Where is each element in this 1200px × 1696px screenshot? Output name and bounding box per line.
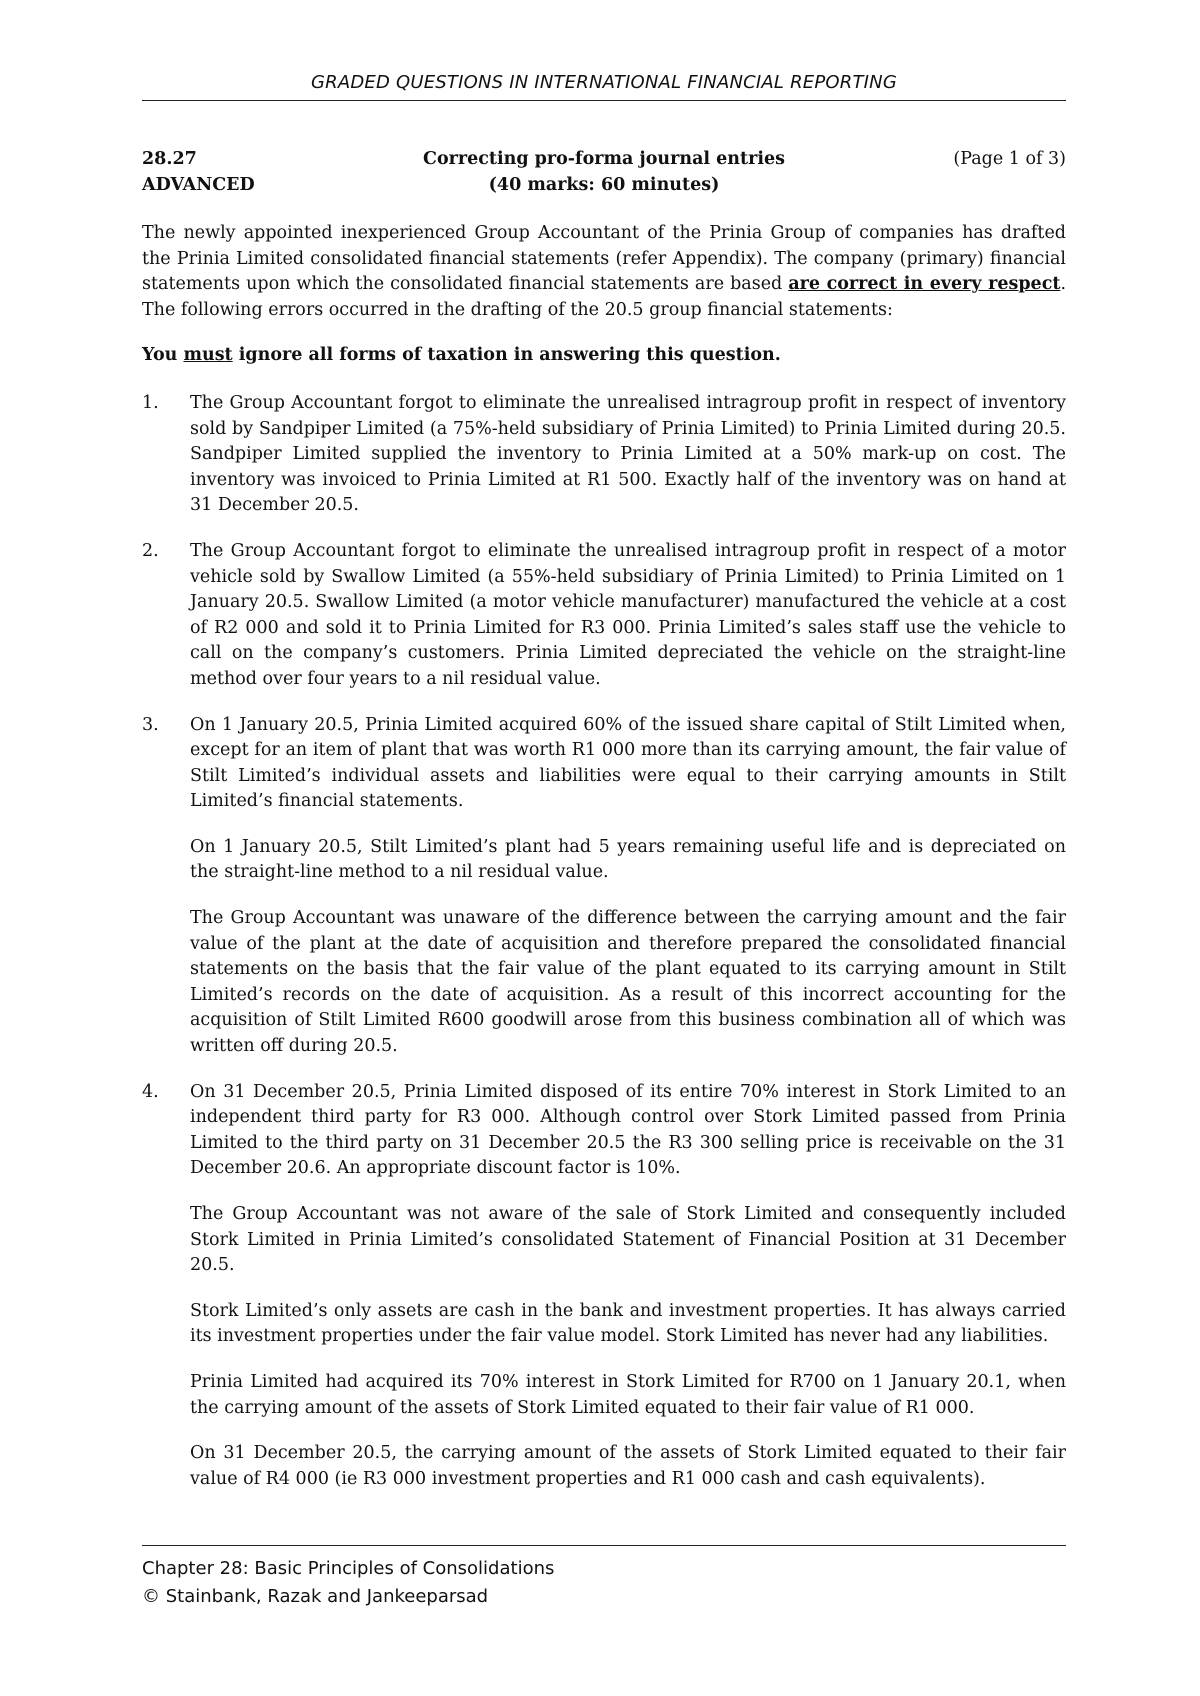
footer-copyright: © Stainbank, Razak and Jankeeparsad: [142, 1586, 489, 1607]
page-footer: [142, 1555, 554, 1611]
taxation-note: [142, 343, 1066, 369]
intro-paragraph: [142, 221, 1066, 323]
question-level: ADVANCED: [142, 175, 255, 195]
item-paragraph: On 31 December 20.5, Prinia Limited disposed of its entire 70% interest in Stork Limited to an independent third party for R3 000. Although control over Stork Limited passed from Prinia Limited to the third party on 31 December 20.5 the R3 300 selling price is receivable on the 31 December 20.6. An appropriate discount factor is 10%.: [190, 1081, 1066, 1179]
footer-chapter: Chapter 28: Basic Principles of Consolidations: [142, 1558, 555, 1579]
item-paragraph: The Group Accountant forgot to eliminate the unrealised intragroup profit in respect of a motor vehicle sold by Swallow Limited (a 55%-held subsidiary of Prinia Limited) to Prinia Limited on 1 January 20.5. Swallow Limited (a motor vehicle manufacturer) manufactured the vehicle at a cost of R2 000 and sold it to Prinia Limited for R3 000. Prinia Limited’s sales staff use the vehicle to call on the company’s customers. Prinia Limited depreciated the vehicle on the straight-line method over four years to a nil residual value.: [190, 540, 1066, 689]
question-number: 28.27: [142, 149, 197, 169]
note-text-before: You: [142, 345, 184, 366]
page-indicator: (Page 1 of 3): [953, 149, 1066, 169]
item-paragraph: The Group Accountant was unaware of the difference between the carrying amount and the fair value of the plant at the date of acquisition and therefore prepared the consolidated financial statements on the basis that the fair value of the plant equated to its carrying amount in Stilt Limited’s records on the date of acquisition. As a result of this incorrect accounting for the acquisition of Stilt Limited R600 goodwill arose from this business combination all of which was written off during 20.5.: [190, 908, 1066, 1057]
intro-emphasis: are correct in every respect: [788, 274, 1061, 295]
item-number: 1.: [142, 392, 159, 413]
item-paragraph: On 31 December 20.5, the carrying amount of the assets of Stork Limited equated to their fair value of R4 000 (ie R3 000 investment properties and R1 000 cash and cash equivalents).: [190, 1443, 1066, 1489]
item-number: 3.: [142, 714, 159, 735]
item-number: 4.: [142, 1081, 159, 1102]
item-paragraph: Prinia Limited had acquired its 70% interest in Stork Limited for R700 on 1 January 20.1, when the carrying amount of the assets of Stork Limited equated to their fair value of R1 000.: [190, 1371, 1066, 1418]
question-body: [142, 221, 1066, 1512]
list-item: [142, 713, 1066, 1060]
note-emphasis: must: [183, 345, 233, 366]
list-item: [142, 539, 1066, 693]
item-number: 2.: [142, 540, 159, 561]
header-rule: [142, 100, 1066, 101]
note-text-after: ignore all forms of taxation in answering this question.: [232, 345, 781, 366]
item-paragraph: The Group Accountant was not aware of the sale of Stork Limited and consequently included Stork Limited in Prinia Limited’s consolidated Statement of Financial Position at 31 December 20.5.: [190, 1204, 1066, 1276]
document-page: [142, 0, 1066, 1696]
list-item: [142, 1080, 1066, 1493]
question-marks: (40 marks: 60 minutes): [488, 175, 720, 195]
item-paragraph: The Group Accountant forgot to eliminate the unrealised intragroup profit in respect of inventory sold by Sandpiper Limited (a 75%-held subsidiary of Prinia Limited) to Prinia Limited during 20.5. Sandpiper Limited supplied the inventory to Prinia Limited at a 50% mark-up on cost. The inventory was invoiced to Prinia Limited at R1 500. Exactly half of the inventory was on hand at 31 December 20.5.: [190, 392, 1066, 516]
footer-rule: [142, 1545, 1066, 1546]
item-paragraph: On 1 January 20.5, Prinia Limited acquired 60% of the issued share capital of Stilt Limited when, except for an item of plant that was worth R1 000 more than its carrying amount, the fair value of Stilt Limited’s individual assets and liabilities were equal to their carrying amounts in Stilt Limited’s financial statements.: [190, 714, 1066, 812]
intro-text-a: The newly appointed inexperienced Group Accountant of the Prinia Group of companies has drafted the Prinia Limited consolidated financial statements (refer Appendix). The company (primary) financial statements upon which the consolidated financial statements are based: [142, 223, 1066, 295]
list-item: [142, 391, 1066, 519]
item-paragraph: On 1 January 20.5, Stilt Limited’s plant had 5 years remaining useful life and is depreciated on the straight-line method to a nil residual value.: [190, 836, 1066, 883]
intro-text-b: . The following errors occurred in the drafting of the 20.5 group financial statements:: [142, 274, 1067, 320]
item-paragraph: Stork Limited’s only assets are cash in the bank and investment properties. It has always carried its investment properties under the fair value model. Stork Limited has never had any liabilities.: [190, 1300, 1066, 1347]
question-title: Correcting pro-forma journal entries: [423, 149, 785, 169]
question-heading: [142, 146, 1066, 198]
running-header: GRADED QUESTIONS IN INTERNATIONAL FINANCIAL REPORTING: [311, 72, 897, 93]
